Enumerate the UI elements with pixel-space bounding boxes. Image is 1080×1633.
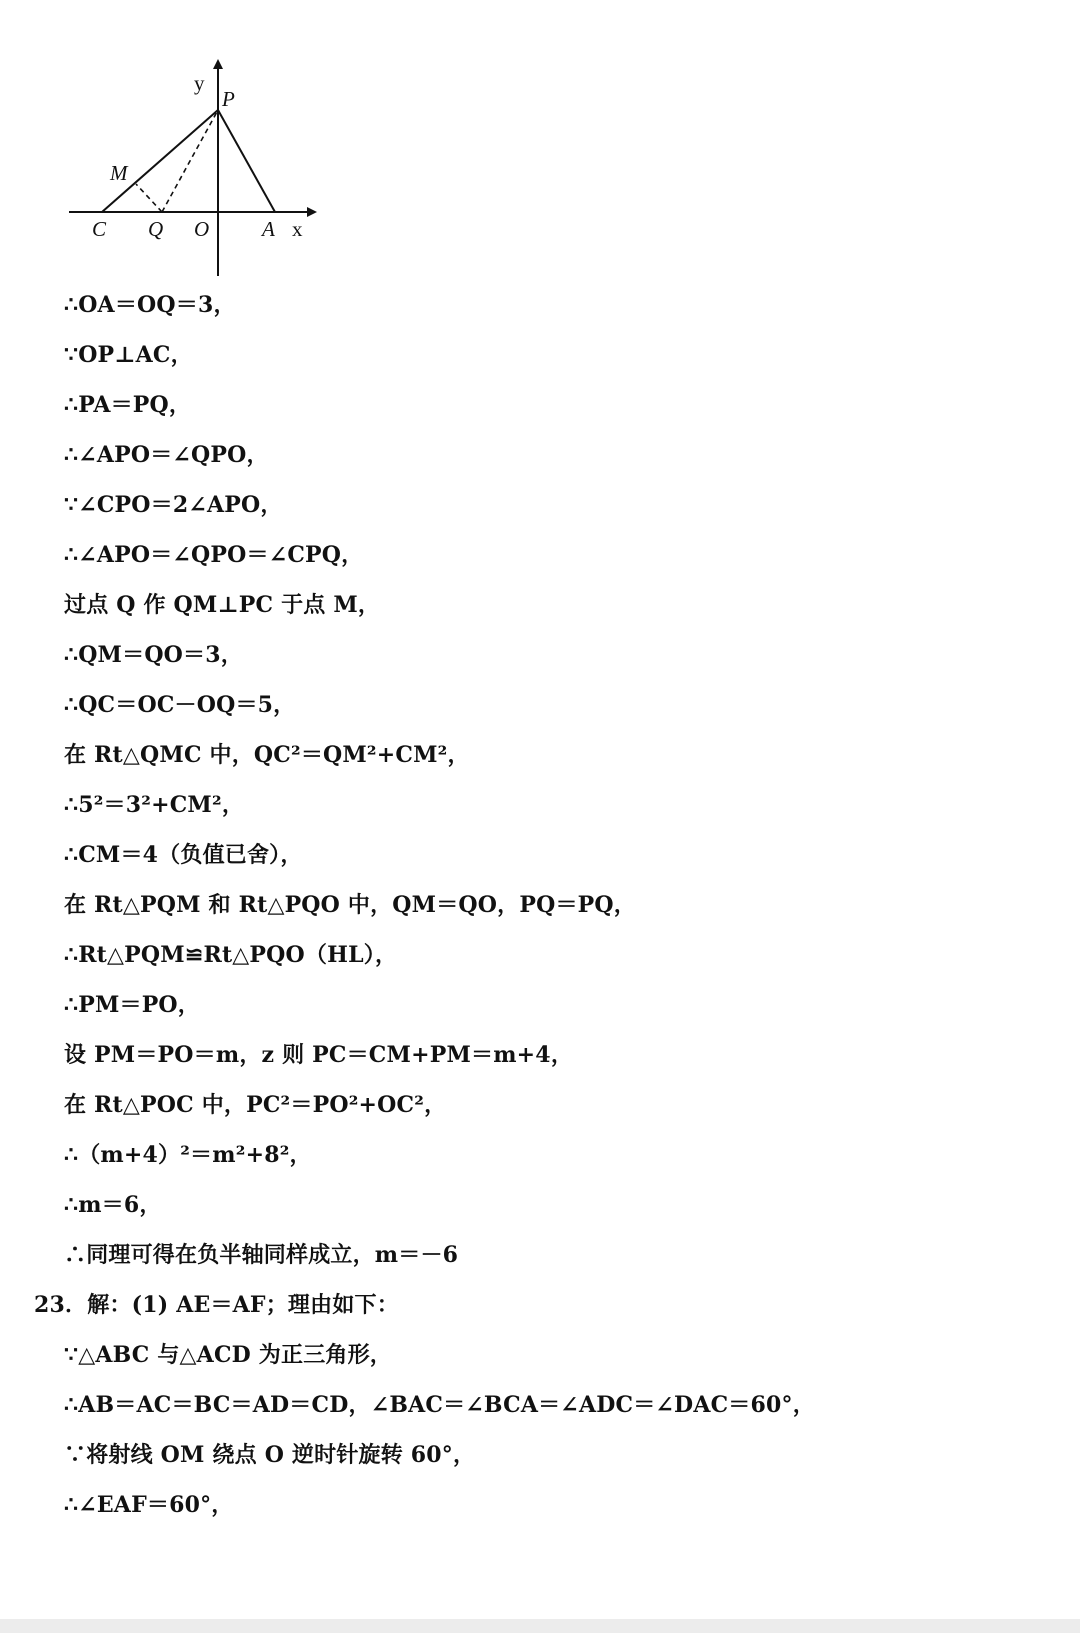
question-23-line: ∵△ABC 与△ACD 为正三角形， [64,1342,392,1368]
solution-line: 在 Rt△POC 中，PC²＝PO²+OC²， [64,1092,447,1118]
point-label-Q: Q [148,217,164,241]
solution-line: ∴PA＝PQ， [64,392,192,418]
geometry-figure [64,58,324,288]
solution-line: ∴∠APO＝∠QPO， [64,442,269,468]
page-bottom-edge [0,1619,1080,1633]
point-label-M: M [110,161,128,185]
solution-line: ∴同理可得在负半轴同样成立，m＝－6 [64,1242,459,1268]
solution-line: ∴PM＝PO， [64,992,200,1018]
dashed-segment-QM [136,184,162,212]
solution-line: ∴（m+4）²＝m²+8²， [64,1142,312,1168]
solution-line: ∴CM＝4（负值已舍）， [64,842,303,868]
solution-line: 过点 Q 作 QM⊥PC 于点 M， [64,592,381,618]
solution-line: ∴m＝6， [64,1192,162,1218]
solution-line: ∴OA＝OQ＝3， [64,292,236,318]
solution-line: 设 PM＝PO＝m，z 则 PC＝CM+PM＝m+4， [64,1042,574,1068]
point-label-A: A [262,217,275,241]
question-23-line: ∴∠EAF＝60°， [64,1492,234,1518]
question-23-header: 23．解：(1) AE＝AF；理由如下： [34,1292,399,1318]
solution-line: ∴∠APO＝∠QPO＝∠CPQ， [64,542,364,568]
solution-line: ∵OP⊥AC， [64,342,193,368]
solution-line: 在 Rt△QMC 中，QC²＝QM²+CM²， [64,742,470,768]
x-axis-label: x [292,217,303,241]
solution-line: ∵∠CPO＝2∠APO， [64,492,283,518]
point-label-C: C [92,217,107,241]
solution-line: 在 Rt△PQM 和 Rt△PQO 中，QM＝QO，PQ＝PQ， [64,892,636,918]
solution-line: ∴5²＝3²+CM²， [64,792,245,818]
solution-line: ∴QM＝QO＝3， [64,642,243,668]
solution-line: ∴Rt△PQM≌Rt△PQO（HL）， [64,942,398,968]
solution-line: ∴QC＝OC－OQ＝5， [64,692,296,718]
question-23-line: ∵将射线 OM 绕点 O 逆时针旋转 60°， [64,1442,476,1468]
question-23-line: ∴AB＝AC＝BC＝AD＝CD，∠BAC＝∠BCA＝∠ADC＝∠DAC＝60°， [64,1392,815,1418]
point-label-P: P [222,87,235,111]
segment-PA [218,110,275,212]
y-axis-label: y [194,71,205,95]
dashed-segment-QP [162,110,218,212]
point-label-O: O [194,217,210,241]
